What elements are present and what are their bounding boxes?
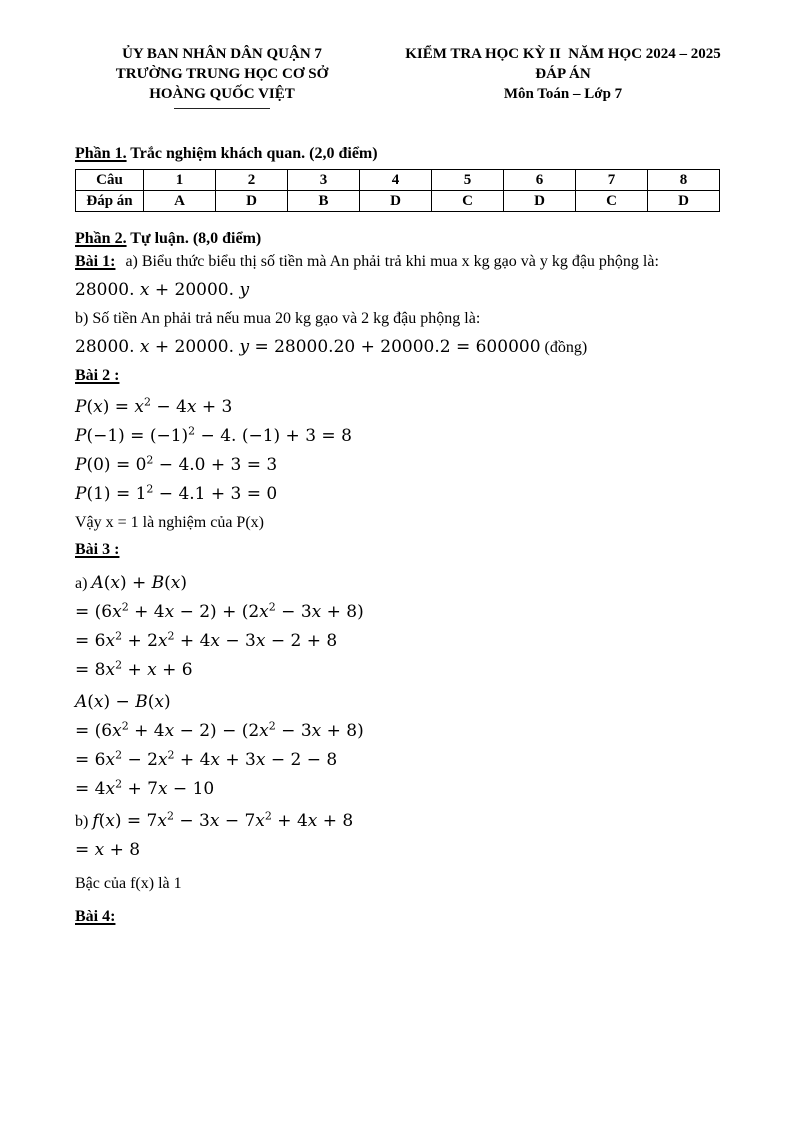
question-cell: 8 [648,170,720,191]
answer-cell: C [576,191,648,212]
answer-table [75,169,720,212]
bai3-diff-step1: = $(6x^2 + 4x - 2) - (2x^2 - 3x + 8)$ [75,719,364,741]
bai3-part-a-prefix: a) [75,575,92,592]
school-name: HOÀNG QUỐC VIỆT [149,86,295,102]
bai2-conclusion: Vậy x = 1 là nghiệm của P(x) [75,514,264,531]
bai3-part-b-header [75,809,734,834]
bai3-diff-result: = $4x^2 + 7x - 10$ [75,777,215,799]
school-header-block [72,44,372,109]
bai3-part-b-prefix: b) [75,813,93,830]
exam-title: KIỂM TRA HỌC KỲ II NĂM HỌC 2024 – 2025 [405,46,721,62]
answer-cell: B [288,191,360,212]
bai1-line-a [75,250,734,274]
bai3-heading [75,538,734,562]
bai2-eval-neg1: $P(-1) = (-1)^2 - 4$. (−1) + 3 = 8 [75,424,352,446]
bai1-calc-unit: (đồng) [540,339,588,356]
bai4-label: Bài 4: [75,908,116,925]
bai2-eval-1: $P(1) = 1^2 - 4.1 + 3 = 0$ [75,482,278,504]
question-number-row [76,170,720,191]
school-type: TRƯỜNG TRUNG HỌC CƠ SỞ [115,66,329,82]
document-body [0,145,794,929]
bai1-calculation [75,335,734,360]
org-name: ỦY BAN NHÂN DÂN QUẬN 7 [122,46,322,62]
bai2-heading [75,364,734,388]
question-cell: 3 [288,170,360,191]
bai1-calc-math: 28000. x + 20000. y = 28000.20 + 20000.2 = 600000 [75,337,541,357]
table-header-cell: Đáp án [76,191,144,212]
bai3-sum-header [75,571,734,596]
bai3-fx-result: = x + 8 [75,840,141,860]
part1-heading [75,145,734,163]
question-cell: 4 [360,170,432,191]
bai4-heading [75,905,734,929]
part2-heading [75,230,734,248]
part1-title: Trắc nghiệm khách quan. (2,0 điểm) [130,145,378,162]
question-cell: 7 [576,170,648,191]
bai3-sum-step2: = $6x^2 + 2x^2 + 4x - 3x - 2 + 8$ [75,629,338,651]
bai2-polynomial: $P(x) = x^2 - 4x + 3$ [75,395,233,417]
header-divider-line [174,108,270,109]
bai3-diff-header: A(x) − B(x) [75,692,171,712]
answer-cell: C [432,191,504,212]
bai3-diff-step2: = $6x^2 - 2x^2 + 4x + 3x - 2 - 8$ [75,748,338,770]
answer-key-title: ĐÁP ÁN [535,66,591,82]
bai3-fx-expr: $f(x) = 7x^2 - 3x - 7x^2 + 4x + 8$ [92,809,354,831]
bai3-sum-result: = $8x^2 + x + 6$ [75,658,193,680]
bai2-label: Bài 2 : [75,367,120,384]
question-cell: 2 [216,170,288,191]
part2-label: Phần 2. [75,230,127,247]
bai3-sum-expr: A(x) + B(x) [91,573,188,593]
exam-header-block [372,44,754,109]
part2-title: Tự luận. (8,0 điểm) [130,230,262,247]
question-cell: 5 [432,170,504,191]
bai1-text-a: a) Biểu thức biểu thị số tiền mà An phải trả khi mua x kg gạo và y kg đậu phộng là: [125,253,659,270]
answer-cell: A [144,191,216,212]
part1-label: Phần 1. [75,145,127,162]
bai3-label: Bài 3 : [75,541,120,558]
bai1-expression: 28000. x + 20000. y [75,280,250,300]
bai3-conclusion: Bậc của f(x) là 1 [75,875,182,892]
question-cell: 1 [144,170,216,191]
bai3-sum-step1: = $(6x^2 + 4x - 2) + (2x^2 - 3x + 8)$ [75,600,364,622]
answer-cell: D [504,191,576,212]
bai1-line-b: b) Số tiền An phải trả nếu mua 20 kg gạo và 2 kg đậu phộng là: [75,310,481,327]
document-header [0,0,794,109]
bai2-eval-0: $P(0) = 0^2 - 4.0 + 3 = 3$ [75,453,278,475]
answer-cell: D [216,191,288,212]
bai1-label: Bài 1: [75,253,116,270]
answer-row [76,191,720,212]
table-header-cell: Câu [76,170,144,191]
subject-grade: Môn Toán – Lớp 7 [503,86,623,102]
answer-cell: D [360,191,432,212]
answer-cell: D [648,191,720,212]
question-cell: 6 [504,170,576,191]
